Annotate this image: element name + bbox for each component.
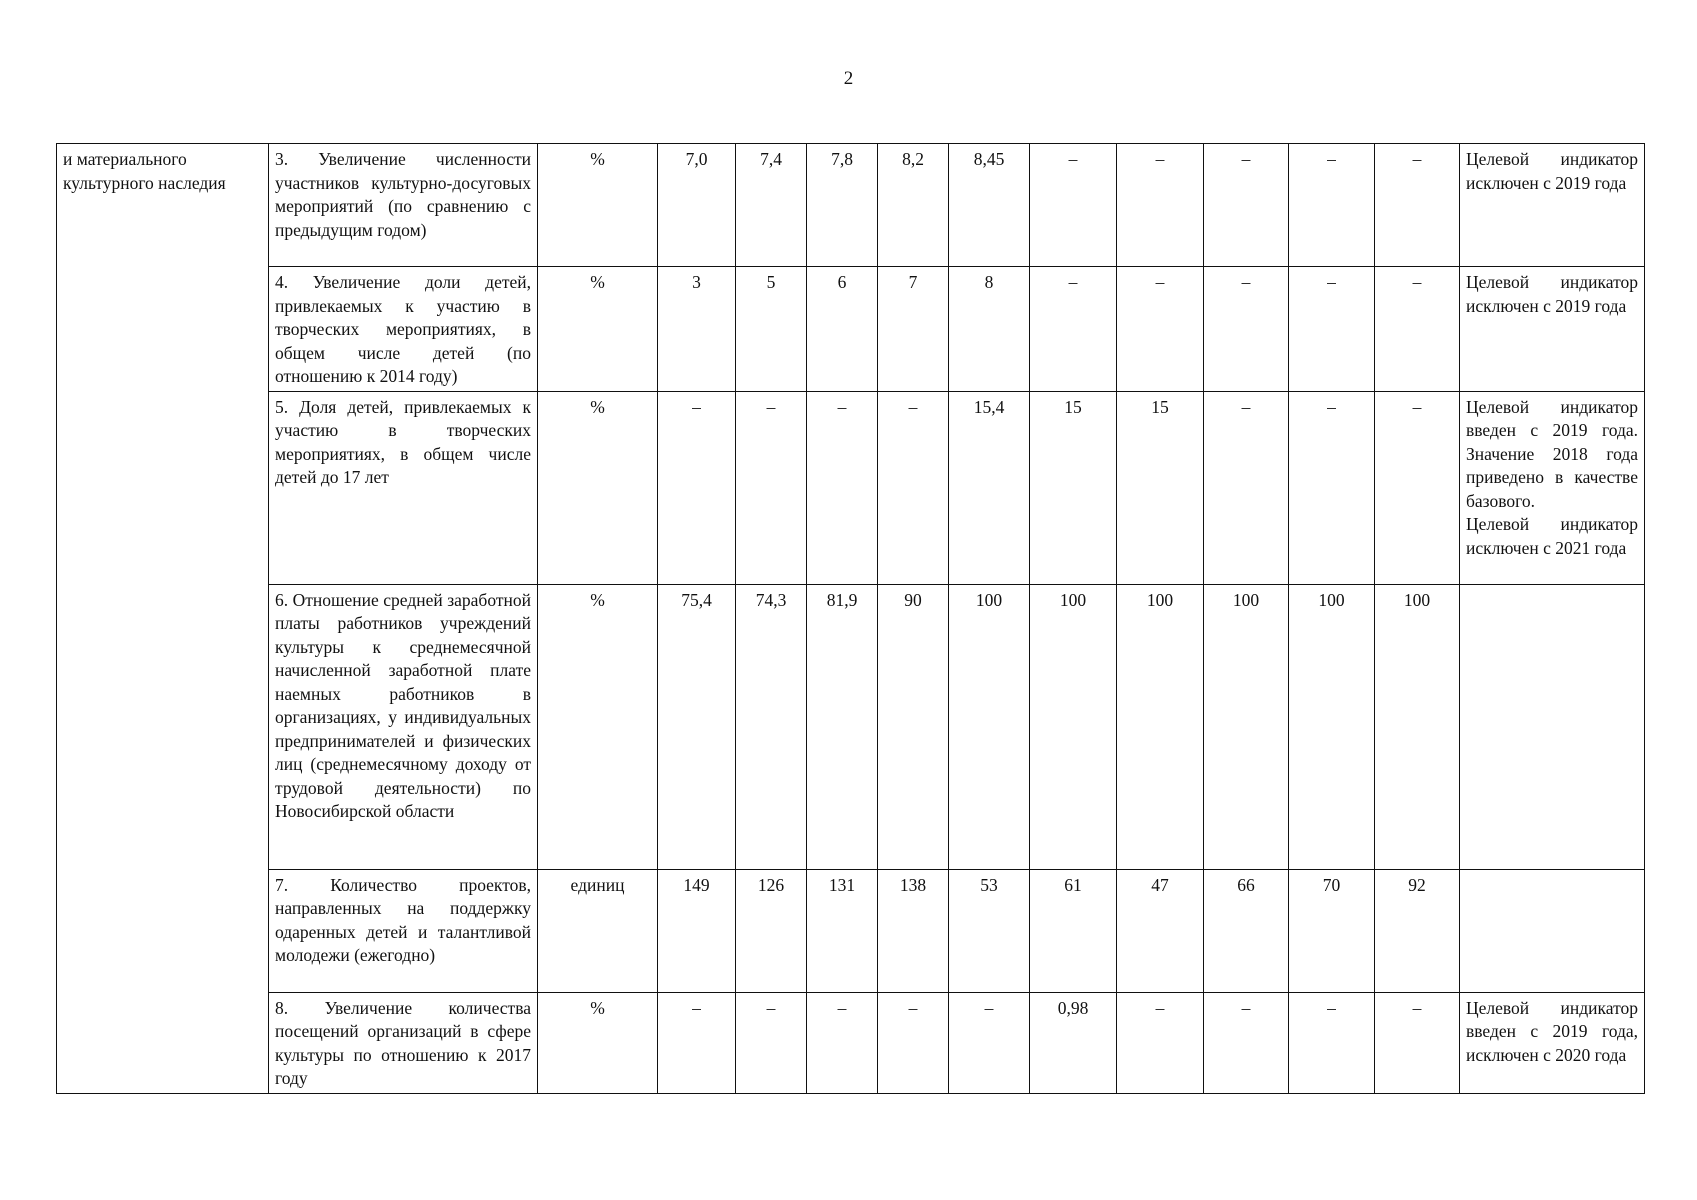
page-number: 2 [843, 68, 854, 89]
value-cell: 75,4 [658, 584, 736, 869]
value-cell: 138 [878, 869, 949, 992]
unit-cell: единиц [538, 869, 658, 992]
value-cell: – [1204, 144, 1289, 267]
value-cell: 0,98 [1030, 992, 1117, 1093]
value-cell: 7,0 [658, 144, 736, 267]
table-body [57, 144, 1645, 1094]
section-label-cell: и материального культурного наследия [57, 144, 269, 1094]
value-cell: – [1117, 992, 1204, 1093]
value-cell: – [1204, 391, 1289, 584]
value-cell: – [878, 391, 949, 584]
note-text: Целевой индикатор исключен с 2019 года [1466, 149, 1638, 193]
value-cell: – [658, 391, 736, 584]
note-cell [1460, 869, 1645, 992]
value-cell: 100 [1117, 584, 1204, 869]
unit-cell: % [538, 391, 658, 584]
value-cell: – [1204, 992, 1289, 1093]
value-cell: 126 [736, 869, 807, 992]
note-cell [1460, 267, 1645, 392]
indicator-name-cell: 6. Отношение средней заработной платы работников учреждений культуры к среднемесячной начисленной заработной плате наемных работников в организациях, у индивидуальных предпринимателей и физических лиц (среднемесячному доходу от трудовой деятельности) по Новосибирской области [269, 584, 538, 869]
value-cell: 8 [949, 267, 1030, 392]
value-cell: 70 [1289, 869, 1375, 992]
value-cell: 81,9 [807, 584, 878, 869]
value-cell: 92 [1375, 869, 1460, 992]
value-cell: – [949, 992, 1030, 1093]
value-cell: – [1117, 267, 1204, 392]
unit-cell: % [538, 992, 658, 1093]
value-cell: 53 [949, 869, 1030, 992]
value-cell: 7,4 [736, 144, 807, 267]
value-cell: 100 [1375, 584, 1460, 869]
value-cell: – [1289, 992, 1375, 1093]
table-row [57, 584, 1645, 869]
value-cell: 8,2 [878, 144, 949, 267]
note-cell [1460, 992, 1645, 1093]
value-cell: 15 [1117, 391, 1204, 584]
table-row [57, 267, 1645, 392]
value-cell: 61 [1030, 869, 1117, 992]
value-cell: – [736, 391, 807, 584]
note-cell [1460, 144, 1645, 267]
value-cell: – [1204, 267, 1289, 392]
value-cell: – [736, 992, 807, 1093]
value-cell: 6 [807, 267, 878, 392]
note-cell [1460, 584, 1645, 869]
value-cell: – [1375, 992, 1460, 1093]
indicator-name-cell: 3. Увеличение численности участников культурно-досуговых мероприятий (по сравнению с предыдущим годом) [269, 144, 538, 267]
table-row [57, 992, 1645, 1093]
value-cell: 66 [1204, 869, 1289, 992]
indicator-name-cell: 7. Количество проектов, направленных на поддержку одаренных детей и талантливой молодежи (ежегодно) [269, 869, 538, 992]
unit-cell: % [538, 584, 658, 869]
value-cell: – [1117, 144, 1204, 267]
value-cell: – [1030, 267, 1117, 392]
table-row [57, 869, 1645, 992]
value-cell: 100 [949, 584, 1030, 869]
value-cell: 100 [1204, 584, 1289, 869]
value-cell: – [1375, 391, 1460, 584]
value-cell: 149 [658, 869, 736, 992]
value-cell: – [1375, 144, 1460, 267]
value-cell: – [658, 992, 736, 1093]
indicator-name-cell: 8. Увеличение количества посещений организаций в сфере культуры по отношению к 2017 году [269, 992, 538, 1093]
value-cell: 100 [1289, 584, 1375, 869]
table-row [57, 144, 1645, 267]
value-cell: – [1030, 144, 1117, 267]
value-cell: 15 [1030, 391, 1117, 584]
table-row [57, 391, 1645, 584]
value-cell: 15,4 [949, 391, 1030, 584]
value-cell: 7 [878, 267, 949, 392]
value-cell: – [1289, 267, 1375, 392]
value-cell: 7,8 [807, 144, 878, 267]
value-cell: 131 [807, 869, 878, 992]
note-text: Целевой индикатор введен с 2019 года. Значение 2018 года приведено в качестве базового. [1466, 396, 1638, 511]
value-cell: – [878, 992, 949, 1093]
value-cell: 74,3 [736, 584, 807, 869]
value-cell: 90 [878, 584, 949, 869]
note-text: Целевой индикатор введен с 2019 года, исключен с 2020 года [1466, 997, 1638, 1065]
note-text: Целевой индикатор исключен с 2019 года [1466, 272, 1638, 316]
note-cell [1460, 391, 1645, 584]
value-cell: 47 [1117, 869, 1204, 992]
value-cell: – [1289, 144, 1375, 267]
value-cell: 100 [1030, 584, 1117, 869]
indicator-name-cell: 4. Увеличение доли детей, привлекаемых к участию в творческих мероприятиях, в общем числе детей (по отношению к 2014 году) [269, 267, 538, 392]
indicator-name-cell: 5. Доля детей, привлекаемых к участию в творческих мероприятиях, в общем числе детей до 17 лет [269, 391, 538, 584]
unit-cell: % [538, 267, 658, 392]
value-cell: – [807, 391, 878, 584]
value-cell: – [807, 992, 878, 1093]
value-cell: 5 [736, 267, 807, 392]
value-cell: – [1289, 391, 1375, 584]
value-cell: – [1375, 267, 1460, 392]
unit-cell: % [538, 144, 658, 267]
value-cell: 3 [658, 267, 736, 392]
note-text: Целевой индикатор исключен с 2021 года [1466, 514, 1638, 558]
value-cell: 8,45 [949, 144, 1030, 267]
indicators-table [56, 143, 1645, 1094]
